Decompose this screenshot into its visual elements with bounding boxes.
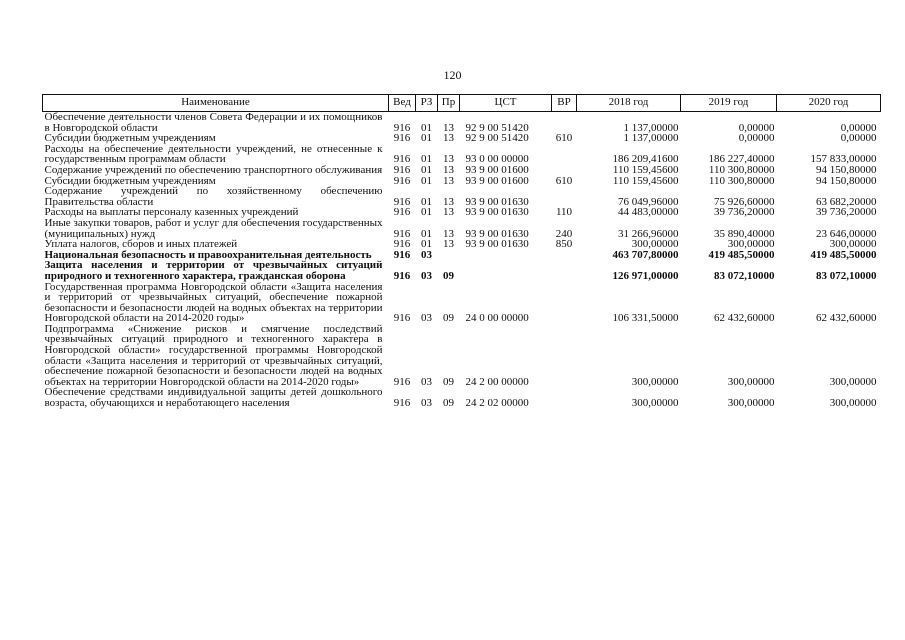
row-name: Обеспечение деятельности членов Совета Федерации и их помощников в Новгородской области (44, 111, 383, 134)
row-vr (552, 165, 577, 176)
row-2020: 157 833,00000 (810, 153, 877, 166)
row-cst: 92 9 00 51420 (465, 121, 529, 134)
row-name: Обеспечение средствами индивидуальной защиты детей дошкольного возраста, обучающихся и неработающего населения (44, 386, 383, 410)
table-row (43, 165, 881, 176)
row-2018: 300,00000 (631, 375, 679, 388)
row-2018: 76 049,96000 (618, 195, 679, 208)
table-row (43, 218, 881, 239)
table-row (43, 260, 881, 281)
header-cst: ЦСТ (460, 95, 552, 112)
row-vr (552, 250, 577, 261)
row-2020: 300,00000 (829, 375, 877, 388)
row-2018: 463 707,80000 (612, 248, 679, 261)
row-ved: 916 (393, 163, 411, 176)
row-cst (460, 250, 552, 261)
row-2019: 39 736,20000 (714, 206, 775, 219)
row-name: Иные закупки товаров, работ и услуг для обеспечения государственных (муниципальных) нужд (44, 216, 383, 240)
row-2020: 419 485,50000 (810, 248, 877, 261)
row-2019: 186 227,40000 (708, 153, 775, 166)
row-2019: 300,00000 (727, 397, 775, 410)
row-pr: 13 (443, 132, 454, 145)
row-2020: 23 646,00000 (816, 227, 877, 240)
row-2019: 0,00000 (738, 132, 775, 145)
row-cst: 93 9 00 01630 (465, 206, 529, 219)
row-2018: 300,00000 (631, 238, 679, 251)
header-pr: Пр (438, 95, 460, 112)
row-2020: 0,00000 (840, 121, 877, 134)
row-2020: 0,00000 (840, 132, 877, 145)
header-ved: Вед (389, 95, 416, 112)
header-2020: 2020 год (777, 95, 881, 112)
row-2018: 300,00000 (631, 397, 679, 410)
row-cst: 24 0 00 00000 (465, 312, 529, 325)
row-vr: 240 (555, 227, 573, 240)
row-cst: 93 9 00 01630 (465, 238, 529, 251)
row-pr: 13 (443, 121, 454, 134)
table-row (43, 387, 881, 408)
row-name: Содержание учреждений по хозяйственному обеспечению Правительства области (44, 185, 383, 208)
header-rz: РЗ (416, 95, 438, 112)
row-pr: 13 (443, 195, 454, 208)
row-ved: 916 (393, 248, 411, 261)
row-rz: 03 (421, 269, 432, 282)
row-2018: 126 971,00000 (612, 269, 679, 282)
row-cst (460, 260, 552, 281)
row-ved: 916 (393, 375, 411, 388)
row-pr: 09 (443, 269, 454, 282)
row-vr (552, 324, 577, 388)
row-rz: 01 (421, 227, 432, 240)
row-2019: 75 926,60000 (714, 195, 775, 208)
row-name: Подпрограмма «Снижение рисков и смягчение последствий чрезвычайных ситуаций природного и техногенного характера в Новгородской области» государственной программы Новгородской области «Защита населения и территорий от чрезвычайных ситуаций, обеспечение пожарной безопасности и безопасности людей на водных объектах на территории Новгородской области на 2014-2020 годы» (44, 322, 383, 388)
row-ved: 916 (393, 238, 411, 251)
row-cst: 24 2 02 00000 (465, 397, 529, 410)
row-vr (552, 112, 577, 134)
row-2020: 62 432,60000 (816, 312, 877, 325)
row-name: Субсидии бюджетным учреждениям (44, 132, 216, 145)
row-pr: 13 (443, 206, 454, 219)
row-2018: 44 483,00000 (618, 206, 679, 219)
row-2019: 83 072,10000 (714, 269, 775, 282)
row-pr: 13 (443, 238, 454, 251)
table-row (43, 282, 881, 324)
row-rz: 03 (421, 397, 432, 410)
row-cst: 93 9 00 01630 (465, 227, 529, 240)
row-vr: 610 (555, 174, 573, 187)
row-2020: 300,00000 (829, 397, 877, 410)
table-body (43, 112, 881, 409)
row-2019: 300,00000 (727, 375, 775, 388)
row-rz: 01 (421, 153, 432, 166)
row-vr (552, 144, 577, 165)
row-2020: 300,00000 (829, 238, 877, 251)
table-row (43, 324, 881, 388)
row-pr (438, 250, 460, 261)
row-2019: 110 300,80000 (708, 174, 775, 187)
row-ved: 916 (393, 132, 411, 145)
row-2019: 35 890,40000 (714, 227, 775, 240)
row-rz: 03 (421, 375, 432, 388)
row-vr (552, 282, 577, 324)
row-2019: 110 300,80000 (708, 163, 775, 176)
row-vr (552, 260, 577, 281)
row-name: Содержание учреждений по обеспечению транспортного обслуживания (44, 163, 383, 176)
row-rz: 01 (421, 132, 432, 145)
table-header (43, 95, 881, 112)
row-ved: 916 (393, 121, 411, 134)
row-name: Защита населения и территории от чрезвычайных ситуаций природного и техногенного характера, гражданская оборона (44, 259, 383, 282)
row-vr (552, 186, 577, 207)
row-vr: 610 (555, 132, 573, 145)
row-ved: 916 (393, 195, 411, 208)
row-ved: 916 (393, 269, 411, 282)
header-name: Наименование (43, 95, 389, 112)
row-2018: 186 209,41600 (612, 153, 679, 166)
row-pr: 09 (443, 397, 454, 410)
row-cst: 24 2 00 00000 (465, 375, 529, 388)
row-name: Государственная программа Новгородской области «Защита населения и территорий от чрезвычайных ситуаций, обеспечение пожарной безопасности и безопасности людей на водных объектах на территории Новгородской области на 2014-2020 годы» (44, 280, 383, 325)
row-2018: 110 159,45600 (612, 174, 679, 187)
row-rz: 01 (421, 238, 432, 251)
row-2018: 110 159,45600 (612, 163, 679, 176)
row-pr: 13 (443, 174, 454, 187)
table-row (43, 186, 881, 207)
row-ved: 916 (393, 174, 411, 187)
row-rz: 01 (421, 206, 432, 219)
row-ved: 916 (393, 227, 411, 240)
row-cst: 93 0 00 00000 (465, 153, 529, 166)
row-2019: 419 485,50000 (708, 248, 775, 261)
row-name: Субсидии бюджетным учреждениям (44, 174, 216, 187)
page-number: 120 (443, 68, 462, 82)
row-pr: 09 (443, 375, 454, 388)
row-2020: 94 150,80000 (816, 174, 877, 187)
row-cst: 93 9 00 01630 (465, 195, 529, 208)
row-cst: 93 9 00 01600 (465, 174, 529, 187)
row-cst: 93 9 00 01600 (465, 163, 529, 176)
row-rz: 01 (421, 163, 432, 176)
row-rz: 01 (421, 195, 432, 208)
row-cst: 92 9 00 51420 (465, 132, 529, 145)
row-name: Расходы на обеспечение деятельности учреждений, не отнесенные к государственным программам области (44, 142, 383, 166)
row-vr: 850 (555, 238, 573, 251)
row-2019: 0,00000 (738, 121, 775, 134)
row-2020: 83 072,10000 (816, 269, 877, 282)
row-2019: 62 432,60000 (714, 312, 775, 325)
row-pr: 13 (443, 153, 454, 166)
row-vr (552, 387, 577, 408)
row-pr: 13 (443, 163, 454, 176)
header-2019: 2019 год (681, 95, 777, 112)
row-2018: 1 137,00000 (623, 121, 679, 134)
row-2020: 63 682,20000 (816, 195, 877, 208)
row-ved: 916 (393, 206, 411, 219)
table-row (43, 144, 881, 165)
row-pr: 09 (443, 312, 454, 325)
row-ved: 916 (393, 397, 411, 410)
row-2020: 39 736,20000 (816, 206, 877, 219)
row-2018: 106 331,50000 (612, 312, 679, 325)
row-2018: 1 137,00000 (623, 132, 679, 145)
row-rz: 03 (421, 312, 432, 325)
budget-table (42, 94, 881, 409)
header-2018: 2018 год (577, 95, 681, 112)
table-row (43, 112, 881, 134)
row-ved: 916 (393, 312, 411, 325)
row-rz: 01 (421, 121, 432, 134)
row-name: Национальная безопасность и правоохранительная деятельность (44, 248, 372, 261)
row-2018: 31 266,96000 (618, 227, 679, 240)
row-2019: 300,00000 (727, 238, 775, 251)
row-ved: 916 (393, 153, 411, 166)
row-rz: 03 (421, 248, 432, 261)
row-name: Уплата налогов, сборов и иных платежей (44, 238, 238, 251)
row-name: Расходы на выплаты персоналу казенных учреждений (44, 206, 299, 219)
row-vr: 110 (555, 206, 573, 219)
row-2020: 94 150,80000 (816, 163, 877, 176)
row-rz: 01 (421, 174, 432, 187)
header-vr: ВР (552, 95, 577, 112)
row-pr: 13 (443, 227, 454, 240)
